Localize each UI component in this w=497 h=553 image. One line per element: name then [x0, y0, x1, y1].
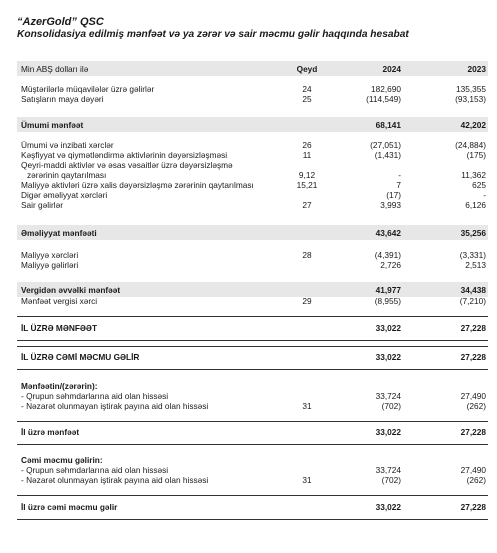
row-value-2023: 11,362	[461, 170, 486, 180]
row-value-2024: 182,690	[371, 84, 401, 94]
row-note: 31	[302, 475, 312, 485]
row-label: Ümumi mənfəət	[21, 120, 84, 130]
row-label: Mənfəət vergisi xərci	[21, 296, 98, 306]
row-value-2023: (262)	[466, 475, 486, 485]
column-header-label: Min ABŞ dolları ilə	[21, 64, 89, 74]
row-value-2023: 42,202	[460, 120, 486, 130]
divider	[17, 369, 488, 370]
column-header-2023: 2023	[467, 64, 486, 74]
row-label: Müştərilərlə müqavilələr üzrə gəlirlər	[21, 84, 155, 94]
row-note: 31	[302, 401, 312, 411]
row-value-2024: 33,724	[375, 465, 401, 475]
row-value-2024: 33,724	[375, 391, 401, 401]
row-value-2024: -	[398, 170, 401, 180]
row-label: zərərinin qaytarılması	[27, 170, 107, 180]
row-value-2024: 41,977	[375, 285, 401, 295]
row-label: Cəmi məcmu gəlirin:	[21, 455, 103, 465]
row-value-2024: (702)	[381, 401, 401, 411]
company-name: “AzerGold” QSC	[17, 16, 104, 28]
row-label: Sair gəlirlər	[21, 200, 63, 210]
column-header-note: Qeyd	[296, 64, 318, 74]
divider	[17, 346, 488, 347]
row-value-2023: 34,438	[460, 285, 486, 295]
row-note: 27	[302, 200, 312, 210]
row-label: Maliyyə gəlirləri	[21, 260, 79, 270]
row-value-2023: 135,355	[456, 84, 486, 94]
row-value-2023: (7,210)	[459, 296, 486, 306]
row-label: İL ÜZRƏ CƏMİ MƏCMU GƏLİR	[21, 352, 140, 362]
row-value-2023: 2,513	[465, 260, 486, 270]
row-value-2024: 33,022	[375, 502, 401, 512]
row-note: 26	[302, 140, 312, 150]
divider	[17, 421, 488, 422]
row-label: - Nəzarət olunmayan iştirak payına aid olan hissəsi	[21, 475, 209, 485]
row-label: Vergidən əvvəlki mənfəət	[21, 285, 121, 295]
row-value-2024: 33,022	[375, 352, 401, 362]
row-note: 29	[302, 296, 312, 306]
row-note: 15,21	[296, 180, 318, 190]
row-value-2023: (262)	[466, 401, 486, 411]
divider	[17, 519, 488, 520]
row-label: Maliyyə aktivləri üzrə xalis dəyərsizləşmə zərərinin qaytarılması	[21, 180, 254, 190]
row-value-2024: (702)	[381, 475, 401, 485]
row-label: Qeyri-maddi aktivlər və əsas vəsaitlər üzrə dəyərsizləşmə	[21, 160, 233, 170]
row-label: - Qrupun səhmdarlarına aid olan hissəsi	[21, 391, 169, 401]
row-value-2024: (17)	[386, 190, 401, 200]
row-label: Maliyyə xərcləri	[21, 250, 79, 260]
row-label: - Qrupun səhmdarlarına aid olan hissəsi	[21, 465, 169, 475]
row-note: 28	[302, 250, 312, 260]
row-value-2023: (24,884)	[455, 140, 486, 150]
divider	[17, 444, 488, 445]
row-value-2024: (27,051)	[370, 140, 401, 150]
row-note: 24	[302, 84, 312, 94]
row-note: 11	[302, 150, 312, 160]
row-value-2024: 33,022	[375, 427, 401, 437]
column-header-2024: 2024	[382, 64, 401, 74]
row-value-2024: 2,726	[380, 260, 401, 270]
divider	[17, 316, 488, 317]
row-value-2023: -	[483, 190, 486, 200]
row-value-2023: (175)	[466, 150, 486, 160]
report-title: Konsolidasiya edilmiş mənfəət və ya zərər və sair məcmu gəlir haqqında hesabat	[17, 29, 409, 40]
row-label: Mənfəətin/(zərərin):	[21, 381, 98, 391]
row-value-2024: 43,642	[375, 228, 401, 238]
report-header	[17, 16, 409, 41]
row-value-2023: 27,490	[460, 465, 486, 475]
row-value-2024: (8,955)	[374, 296, 401, 306]
row-label: İl üzrə mənfəət	[21, 427, 80, 437]
row-note: 9,12	[298, 170, 316, 180]
row-value-2024: 68,141	[375, 120, 401, 130]
row-value-2023: 27,228	[460, 323, 486, 333]
divider	[17, 495, 488, 496]
row-value-2024: 3,993	[380, 200, 401, 210]
row-value-2024: 7	[396, 180, 401, 190]
row-note: 25	[302, 94, 312, 104]
row-value-2024: (4,391)	[374, 250, 401, 260]
gross-profit-band	[17, 117, 488, 132]
row-label: - Nəzarət olunmayan iştirak payına aid olan hissəsi	[21, 401, 209, 411]
row-value-2023: 27,228	[460, 352, 486, 362]
row-label: İL ÜZRƏ MƏNFƏƏT	[21, 323, 98, 333]
row-value-2023: (93,153)	[455, 94, 486, 104]
row-value-2023: 27,228	[460, 502, 486, 512]
row-label: Əməliyyat mənfəəti	[21, 228, 97, 238]
row-label: Kəşfiyyat və qiymətləndirmə aktivlərinin dəyərsizləşməsi	[21, 150, 228, 160]
row-value-2023: 27,490	[460, 391, 486, 401]
row-value-2024: 33,022	[375, 323, 401, 333]
row-value-2023: 6,126	[465, 200, 486, 210]
row-value-2024: (114,549)	[366, 94, 401, 104]
row-value-2023: 35,256	[460, 228, 486, 238]
row-value-2023: 27,228	[460, 427, 486, 437]
row-label: Ümumi və inzibati xərclər	[21, 140, 114, 150]
row-value-2023: 625	[472, 180, 486, 190]
row-value-2023: (3,331)	[459, 250, 486, 260]
row-value-2024: (1,431)	[374, 150, 401, 160]
row-label: Satışların maya dəyəri	[21, 94, 104, 104]
row-label: İl üzrə cəmi məcmu gəlir	[21, 502, 118, 512]
divider	[17, 340, 488, 341]
row-label: Digər əməliyyat xərcləri	[21, 190, 108, 200]
